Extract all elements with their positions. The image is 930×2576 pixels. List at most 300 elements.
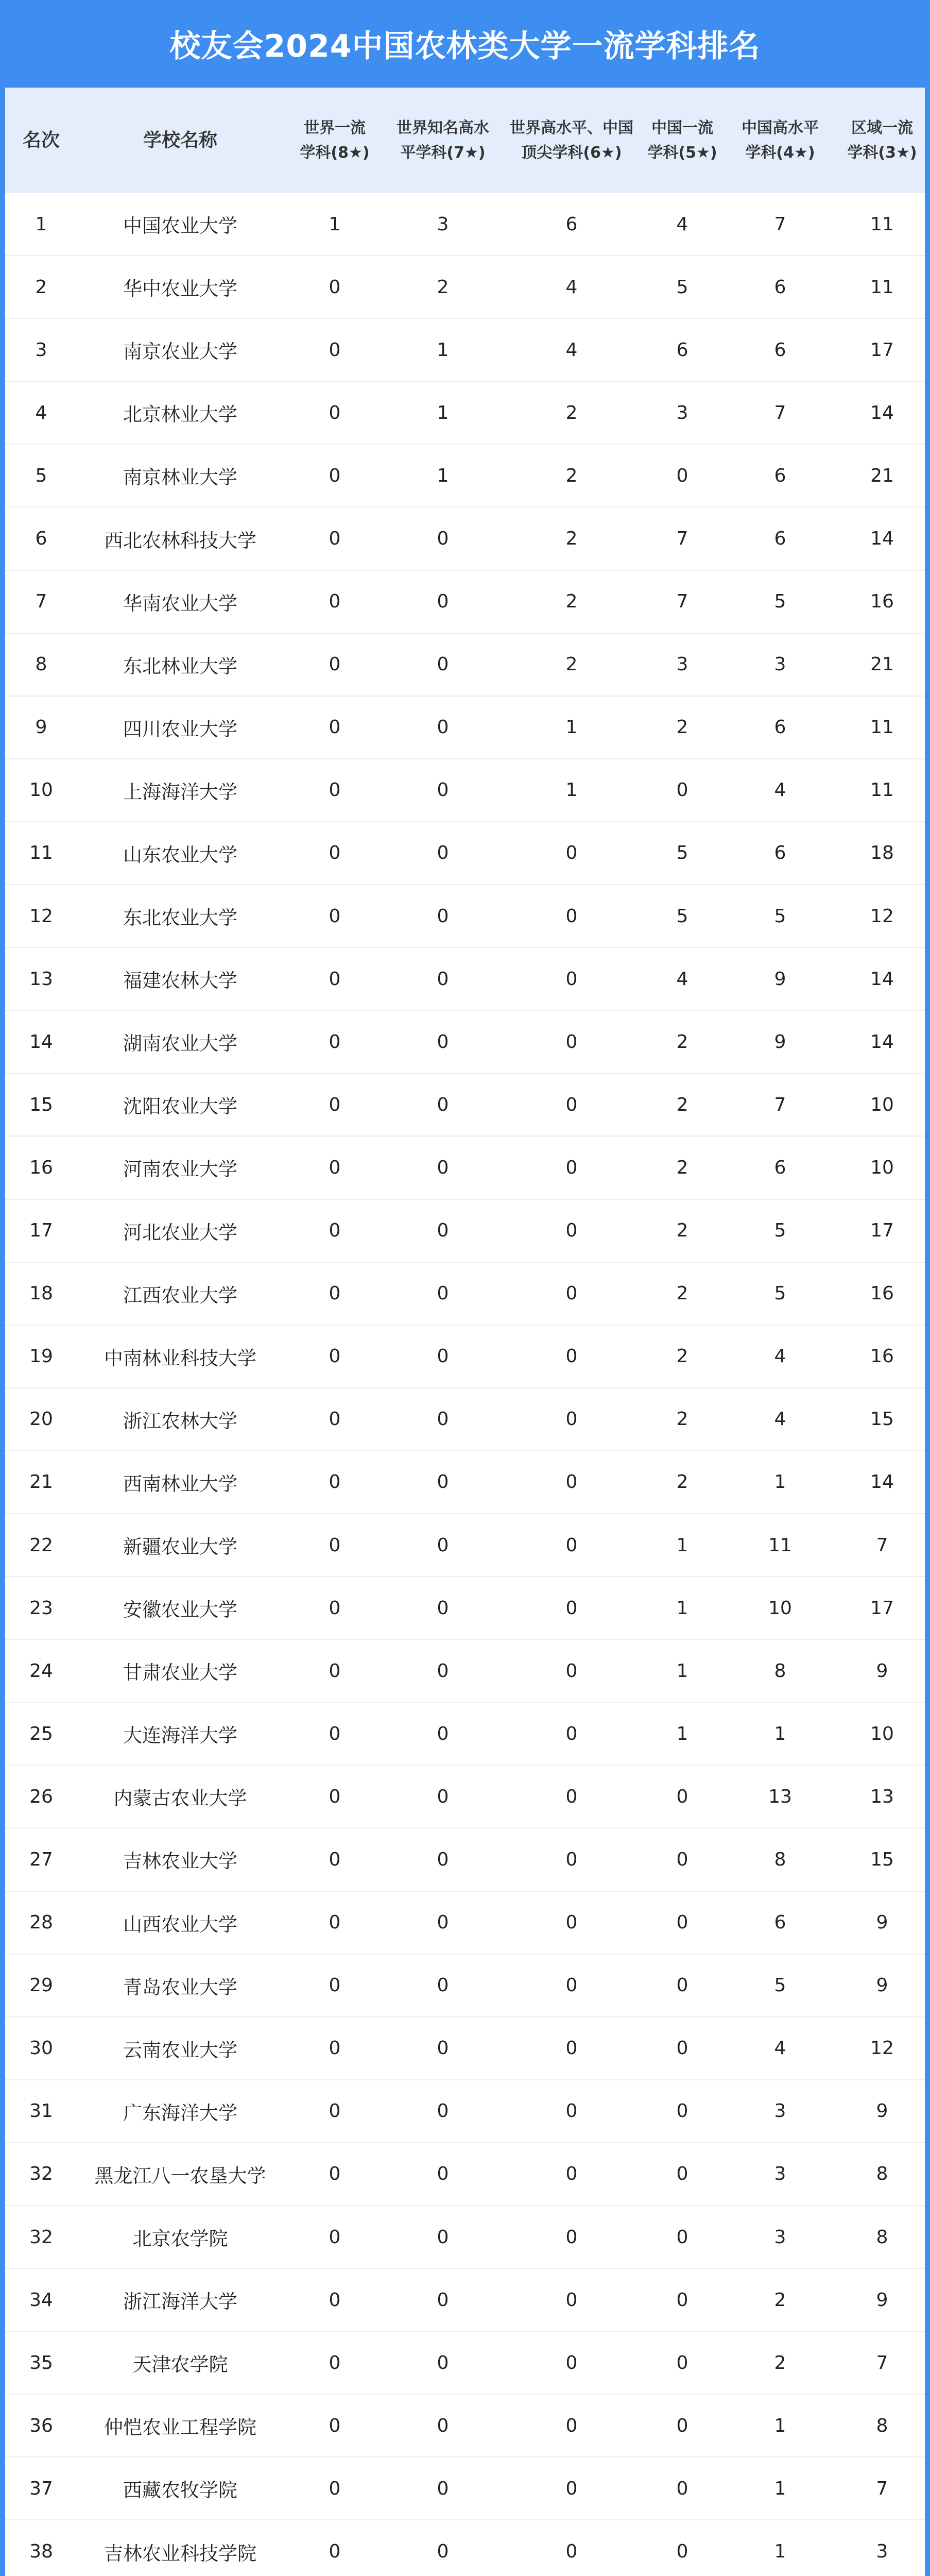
count-cell-c6: 14 bbox=[870, 1031, 894, 1053]
count-cell-c1: 0 bbox=[329, 1912, 341, 1934]
count-cell-c5: 4 bbox=[774, 2038, 786, 2059]
rank-cell: 12 bbox=[29, 905, 53, 927]
header-china-first-class bbox=[644, 116, 721, 165]
count-cell-c5: 6 bbox=[774, 717, 786, 738]
count-cell-c5: 11 bbox=[768, 1534, 792, 1556]
count-cell-c6: 18 bbox=[870, 842, 894, 864]
count-cell-c2: 0 bbox=[437, 717, 449, 738]
count-cell-c1: 0 bbox=[329, 1346, 341, 1367]
table-row bbox=[5, 2395, 925, 2458]
count-cell-c5: 5 bbox=[774, 1220, 786, 1242]
count-cell-c2: 0 bbox=[437, 2541, 449, 2563]
count-cell-c3: 0 bbox=[565, 2163, 578, 2185]
header-c5-line2: 学科(4★) bbox=[745, 143, 815, 162]
count-cell-c1: 0 bbox=[329, 339, 341, 361]
count-cell-c4: 0 bbox=[676, 1786, 688, 1807]
count-cell-c3: 0 bbox=[565, 1723, 578, 1744]
title-bar bbox=[5, 0, 925, 88]
count-cell-c2: 0 bbox=[437, 1660, 449, 1682]
count-cell-c4: 6 bbox=[676, 339, 688, 361]
rank-cell: 19 bbox=[29, 1346, 53, 1367]
school-name-cell: 湖南农业大学 bbox=[123, 1032, 237, 1055]
header-c6-line2: 学科(3★) bbox=[847, 143, 917, 162]
count-cell-c6: 7 bbox=[876, 2478, 888, 2499]
count-cell-c6: 15 bbox=[870, 1849, 894, 1870]
count-cell-c1: 0 bbox=[329, 842, 341, 864]
count-cell-c6: 10 bbox=[870, 1157, 894, 1178]
count-cell-c4: 3 bbox=[676, 402, 688, 423]
count-cell-c3: 0 bbox=[565, 2352, 578, 2374]
count-cell-c5: 4 bbox=[774, 1346, 786, 1367]
rank-cell: 36 bbox=[29, 2415, 53, 2436]
count-cell-c3: 0 bbox=[565, 1157, 578, 1178]
count-cell-c1: 0 bbox=[329, 1597, 341, 1619]
count-cell-c3: 1 bbox=[565, 779, 578, 801]
count-cell-c3: 0 bbox=[565, 968, 578, 990]
school-name-cell: 中国农业大学 bbox=[123, 215, 237, 238]
school-name-cell: 东北农业大学 bbox=[123, 907, 237, 929]
count-cell-c4: 0 bbox=[676, 2100, 688, 2122]
count-cell-c5: 6 bbox=[774, 842, 786, 864]
table-row bbox=[5, 1640, 925, 1703]
count-cell-c2: 0 bbox=[437, 1849, 449, 1870]
rank-cell: 24 bbox=[29, 1660, 53, 1682]
rank-cell: 2 bbox=[35, 276, 47, 298]
header-c4-line2: 学科(5★) bbox=[647, 143, 717, 162]
table-row bbox=[5, 445, 925, 507]
count-cell-c1: 0 bbox=[329, 528, 341, 550]
count-cell-c2: 0 bbox=[437, 1912, 449, 1934]
rank-cell: 32 bbox=[29, 2163, 53, 2185]
count-cell-c4: 0 bbox=[676, 2415, 688, 2436]
count-cell-c4: 7 bbox=[676, 591, 688, 613]
table-row bbox=[5, 1703, 925, 1766]
count-cell-c5: 13 bbox=[768, 1786, 792, 1807]
count-cell-c4: 0 bbox=[676, 2352, 688, 2374]
count-cell-c3: 0 bbox=[565, 1534, 578, 1556]
count-cell-c6: 13 bbox=[870, 1786, 894, 1807]
count-cell-c1: 0 bbox=[329, 402, 341, 423]
rank-cell: 10 bbox=[29, 779, 53, 801]
count-cell-c2: 0 bbox=[437, 2352, 449, 2374]
count-cell-c5: 3 bbox=[774, 654, 786, 675]
count-cell-c2: 0 bbox=[437, 1534, 449, 1556]
count-cell-c6: 16 bbox=[870, 1346, 894, 1367]
rank-cell: 23 bbox=[29, 1597, 53, 1619]
count-cell-c1: 0 bbox=[329, 654, 341, 675]
count-cell-c5: 5 bbox=[774, 905, 786, 927]
count-cell-c3: 0 bbox=[565, 1786, 578, 1807]
count-cell-c4: 5 bbox=[676, 905, 688, 927]
count-cell-c6: 16 bbox=[870, 591, 894, 613]
table-row bbox=[5, 2520, 925, 2576]
count-cell-c1: 0 bbox=[329, 1031, 341, 1053]
rank-cell: 30 bbox=[29, 2038, 53, 2059]
count-cell-c5: 5 bbox=[774, 1975, 786, 1996]
table-row bbox=[5, 1955, 925, 2018]
rank-cell: 35 bbox=[29, 2352, 53, 2374]
count-cell-c6: 14 bbox=[870, 528, 894, 550]
count-cell-c2: 0 bbox=[437, 1346, 449, 1367]
rank-cell: 31 bbox=[29, 2100, 53, 2122]
table-row bbox=[5, 885, 925, 948]
count-cell-c3: 0 bbox=[565, 1660, 578, 1682]
table-row bbox=[5, 1766, 925, 1828]
count-cell-c4: 2 bbox=[676, 1283, 688, 1304]
count-cell-c6: 9 bbox=[876, 1912, 888, 1934]
count-cell-c1: 0 bbox=[329, 2038, 341, 2059]
count-cell-c3: 0 bbox=[565, 1597, 578, 1619]
count-cell-c2: 0 bbox=[437, 654, 449, 675]
table-row bbox=[5, 1892, 925, 1955]
count-cell-c1: 0 bbox=[329, 905, 341, 927]
page-title: 校友会2024中国农林类大学一流学科排名 bbox=[169, 28, 761, 64]
rank-cell: 21 bbox=[29, 1471, 53, 1493]
count-cell-c1: 0 bbox=[329, 2415, 341, 2436]
school-name-cell: 山西农业大学 bbox=[123, 1913, 237, 1936]
count-cell-c5: 3 bbox=[774, 2163, 786, 2185]
count-cell-c1: 0 bbox=[329, 591, 341, 613]
school-name-cell: 仲恺农业工程学院 bbox=[104, 2416, 256, 2439]
table-row bbox=[5, 2018, 925, 2080]
school-name-cell: 新疆农业大学 bbox=[123, 1536, 237, 1558]
table-row bbox=[5, 193, 925, 256]
count-cell-c3: 0 bbox=[565, 1031, 578, 1053]
count-cell-c3: 2 bbox=[565, 528, 578, 550]
count-cell-c3: 0 bbox=[565, 2415, 578, 2436]
count-cell-c5: 5 bbox=[774, 1283, 786, 1304]
rank-cell: 34 bbox=[29, 2289, 53, 2311]
count-cell-c6: 11 bbox=[870, 213, 894, 235]
count-cell-c2: 0 bbox=[437, 2163, 449, 2185]
rank-cell: 5 bbox=[35, 465, 47, 486]
count-cell-c2: 0 bbox=[437, 1094, 449, 1115]
header-c1-line2: 学科(8★) bbox=[300, 143, 370, 162]
count-cell-c4: 2 bbox=[676, 1220, 688, 1242]
count-cell-c2: 0 bbox=[437, 2038, 449, 2059]
count-cell-c2: 0 bbox=[437, 1409, 449, 1430]
count-cell-c5: 6 bbox=[774, 465, 786, 486]
rank-cell: 9 bbox=[35, 717, 47, 738]
count-cell-c5: 2 bbox=[774, 2352, 786, 2374]
header-world-renowned bbox=[386, 116, 500, 165]
table-row bbox=[5, 2143, 925, 2206]
count-cell-c2: 0 bbox=[437, 1723, 449, 1744]
count-cell-c1: 0 bbox=[329, 2352, 341, 2374]
count-cell-c1: 0 bbox=[329, 2226, 341, 2248]
count-cell-c4: 5 bbox=[676, 276, 688, 298]
count-cell-c2: 0 bbox=[437, 1975, 449, 1996]
count-cell-c2: 0 bbox=[437, 528, 449, 550]
school-name-cell: 吉林农业大学 bbox=[123, 1850, 237, 1873]
count-cell-c4: 2 bbox=[676, 1031, 688, 1053]
count-cell-c6: 8 bbox=[876, 2163, 888, 2185]
school-name-cell: 河北农业大学 bbox=[123, 1221, 237, 1244]
count-cell-c2: 1 bbox=[437, 402, 449, 423]
table-row bbox=[5, 759, 925, 822]
header-c2-line2: 平学科(7★) bbox=[400, 143, 486, 162]
count-cell-c3: 2 bbox=[565, 591, 578, 613]
table-row bbox=[5, 1828, 925, 1891]
table-row bbox=[5, 1388, 925, 1451]
count-cell-c5: 3 bbox=[774, 2226, 786, 2248]
table-row bbox=[5, 1326, 925, 1388]
count-cell-c6: 11 bbox=[870, 779, 894, 801]
table-row bbox=[5, 382, 925, 445]
count-cell-c5: 1 bbox=[774, 1723, 786, 1744]
rank-cell: 3 bbox=[35, 339, 47, 361]
count-cell-c6: 11 bbox=[870, 717, 894, 738]
count-cell-c4: 2 bbox=[676, 1346, 688, 1367]
school-name-cell: 大连海洋大学 bbox=[123, 1724, 237, 1747]
school-name-cell: 广东海洋大学 bbox=[123, 2102, 237, 2124]
count-cell-c4: 0 bbox=[676, 2163, 688, 2185]
rank-cell: 29 bbox=[29, 1975, 53, 1996]
count-cell-c1: 1 bbox=[329, 213, 341, 235]
school-name-cell: 河南农业大学 bbox=[123, 1158, 237, 1181]
school-name-cell: 浙江海洋大学 bbox=[123, 2291, 237, 2313]
count-cell-c3: 0 bbox=[565, 1912, 578, 1934]
count-cell-c6: 8 bbox=[876, 2226, 888, 2248]
count-cell-c2: 0 bbox=[437, 1157, 449, 1178]
rank-cell: 17 bbox=[29, 1220, 53, 1242]
table-row bbox=[5, 1011, 925, 1074]
count-cell-c5: 1 bbox=[774, 2415, 786, 2436]
count-cell-c1: 0 bbox=[329, 2100, 341, 2122]
rank-cell: 13 bbox=[29, 968, 53, 990]
count-cell-c4: 1 bbox=[676, 1597, 688, 1619]
rank-cell: 1 bbox=[35, 213, 47, 235]
school-name-cell: 西藏农牧学院 bbox=[123, 2479, 237, 2502]
count-cell-c1: 0 bbox=[329, 1157, 341, 1178]
count-cell-c4: 1 bbox=[676, 1660, 688, 1682]
school-name-cell: 江西农业大学 bbox=[123, 1284, 237, 1307]
count-cell-c1: 0 bbox=[329, 2541, 341, 2563]
count-cell-c5: 4 bbox=[774, 1409, 786, 1430]
count-cell-c6: 16 bbox=[870, 1283, 894, 1304]
count-cell-c3: 4 bbox=[565, 339, 578, 361]
school-name-cell: 上海海洋大学 bbox=[123, 781, 237, 803]
rank-cell: 18 bbox=[29, 1283, 53, 1304]
count-cell-c5: 6 bbox=[774, 528, 786, 550]
count-cell-c2: 0 bbox=[437, 1283, 449, 1304]
school-name-cell: 西北农林科技大学 bbox=[104, 529, 256, 552]
count-cell-c2: 0 bbox=[437, 2289, 449, 2311]
school-name-cell: 四川农业大学 bbox=[123, 718, 237, 740]
count-cell-c4: 0 bbox=[676, 2541, 688, 2563]
count-cell-c2: 1 bbox=[437, 465, 449, 486]
table-row bbox=[5, 948, 925, 1011]
rank-cell: 32 bbox=[29, 2226, 53, 2248]
school-name-cell: 浙江农林大学 bbox=[123, 1410, 237, 1432]
count-cell-c4: 0 bbox=[676, 465, 688, 486]
header-c3-line2: 顶尖学科(6★) bbox=[521, 143, 622, 162]
table-row bbox=[5, 1514, 925, 1577]
school-name-cell: 华南农业大学 bbox=[123, 592, 237, 615]
table-row bbox=[5, 2080, 925, 2143]
count-cell-c3: 0 bbox=[565, 905, 578, 927]
count-cell-c1: 0 bbox=[329, 968, 341, 990]
count-cell-c4: 2 bbox=[676, 1471, 688, 1493]
count-cell-c6: 10 bbox=[870, 1723, 894, 1744]
count-cell-c1: 0 bbox=[329, 717, 341, 738]
count-cell-c3: 0 bbox=[565, 1346, 578, 1367]
count-cell-c4: 0 bbox=[676, 2478, 688, 2499]
count-cell-c3: 0 bbox=[565, 1849, 578, 1870]
school-name-cell: 天津农学院 bbox=[132, 2353, 228, 2376]
count-cell-c4: 3 bbox=[676, 654, 688, 675]
count-cell-c2: 0 bbox=[437, 591, 449, 613]
count-cell-c3: 0 bbox=[565, 1283, 578, 1304]
school-name-cell: 中南林业科技大学 bbox=[104, 1347, 256, 1369]
table-row bbox=[5, 571, 925, 634]
count-cell-c1: 0 bbox=[329, 1220, 341, 1242]
count-cell-c6: 17 bbox=[870, 1220, 894, 1242]
count-cell-c1: 0 bbox=[329, 1094, 341, 1115]
count-cell-c1: 0 bbox=[329, 2163, 341, 2185]
count-cell-c2: 0 bbox=[437, 2478, 449, 2499]
count-cell-c1: 0 bbox=[329, 1471, 341, 1493]
count-cell-c4: 7 bbox=[676, 528, 688, 550]
rank-cell: 6 bbox=[35, 528, 47, 550]
table-row bbox=[5, 2332, 925, 2395]
school-name-cell: 南京林业大学 bbox=[123, 466, 237, 489]
count-cell-c3: 0 bbox=[565, 1409, 578, 1430]
count-cell-c5: 2 bbox=[774, 2289, 786, 2311]
header-world-high-level bbox=[500, 116, 644, 165]
count-cell-c2: 0 bbox=[437, 779, 449, 801]
count-cell-c4: 1 bbox=[676, 1534, 688, 1556]
count-cell-c6: 14 bbox=[870, 968, 894, 990]
count-cell-c6: 17 bbox=[870, 1597, 894, 1619]
count-cell-c6: 9 bbox=[876, 2289, 888, 2311]
count-cell-c2: 0 bbox=[437, 1031, 449, 1053]
rank-cell: 4 bbox=[35, 402, 47, 423]
count-cell-c1: 0 bbox=[329, 1660, 341, 1682]
count-cell-c4: 4 bbox=[676, 968, 688, 990]
count-cell-c5: 9 bbox=[774, 968, 786, 990]
count-cell-c1: 0 bbox=[329, 1723, 341, 1744]
count-cell-c6: 7 bbox=[876, 1534, 888, 1556]
school-name-cell: 西南林业大学 bbox=[123, 1472, 237, 1495]
table-row bbox=[5, 319, 925, 382]
count-cell-c6: 21 bbox=[870, 654, 894, 675]
count-cell-c1: 0 bbox=[329, 1786, 341, 1807]
count-cell-c6: 17 bbox=[870, 339, 894, 361]
count-cell-c6: 9 bbox=[876, 2100, 888, 2122]
header-world-first-class bbox=[283, 116, 386, 165]
count-cell-c1: 0 bbox=[329, 779, 341, 801]
school-name-cell: 东北林业大学 bbox=[123, 655, 237, 677]
count-cell-c1: 0 bbox=[329, 1975, 341, 1996]
rank-cell: 16 bbox=[29, 1157, 53, 1178]
count-cell-c4: 2 bbox=[676, 1094, 688, 1115]
count-cell-c6: 21 bbox=[870, 465, 894, 486]
table-row bbox=[5, 2206, 925, 2269]
rank-cell: 28 bbox=[29, 1912, 53, 1934]
count-cell-c2: 0 bbox=[437, 2415, 449, 2436]
count-cell-c6: 10 bbox=[870, 1094, 894, 1115]
table-body bbox=[5, 193, 925, 2576]
table-row bbox=[5, 256, 925, 319]
count-cell-c5: 6 bbox=[774, 276, 786, 298]
count-cell-c6: 7 bbox=[876, 2352, 888, 2374]
count-cell-c5: 1 bbox=[774, 2541, 786, 2563]
rank-cell: 27 bbox=[29, 1849, 53, 1870]
header-c5-line1: 中国高水平 bbox=[742, 118, 819, 137]
school-name-cell: 山东农业大学 bbox=[123, 843, 237, 866]
count-cell-c5: 7 bbox=[774, 402, 786, 423]
count-cell-c4: 0 bbox=[676, 2226, 688, 2248]
count-cell-c5: 9 bbox=[774, 1031, 786, 1053]
school-name-cell: 福建农林大学 bbox=[123, 970, 237, 992]
count-cell-c3: 1 bbox=[565, 717, 578, 738]
count-cell-c4: 5 bbox=[676, 842, 688, 864]
header-china-high-level bbox=[721, 116, 839, 165]
count-cell-c2: 1 bbox=[437, 339, 449, 361]
count-cell-c2: 0 bbox=[437, 968, 449, 990]
count-cell-c1: 0 bbox=[329, 2289, 341, 2311]
count-cell-c6: 11 bbox=[870, 276, 894, 298]
count-cell-c4: 4 bbox=[676, 213, 688, 235]
count-cell-c2: 3 bbox=[437, 213, 449, 235]
count-cell-c1: 0 bbox=[329, 1283, 341, 1304]
rank-cell: 37 bbox=[29, 2478, 53, 2499]
count-cell-c1: 0 bbox=[329, 276, 341, 298]
count-cell-c1: 0 bbox=[329, 1534, 341, 1556]
count-cell-c2: 0 bbox=[437, 1597, 449, 1619]
count-cell-c1: 0 bbox=[329, 2478, 341, 2499]
count-cell-c5: 8 bbox=[774, 1660, 786, 1682]
count-cell-c6: 3 bbox=[876, 2541, 888, 2563]
count-cell-c5: 5 bbox=[774, 591, 786, 613]
count-cell-c1: 0 bbox=[329, 1409, 341, 1430]
table-row bbox=[5, 1137, 925, 1199]
count-cell-c5: 6 bbox=[774, 1157, 786, 1178]
count-cell-c2: 0 bbox=[437, 1471, 449, 1493]
count-cell-c3: 2 bbox=[565, 465, 578, 486]
school-name-cell: 沈阳农业大学 bbox=[123, 1095, 237, 1118]
count-cell-c3: 0 bbox=[565, 2478, 578, 2499]
school-name-cell: 北京农学院 bbox=[132, 2228, 228, 2250]
table-row bbox=[5, 1263, 925, 1326]
school-name-cell: 甘肃农业大学 bbox=[123, 1662, 237, 1684]
table-row bbox=[5, 697, 925, 759]
count-cell-c6: 12 bbox=[870, 2038, 894, 2059]
count-cell-c3: 2 bbox=[565, 402, 578, 423]
count-cell-c5: 6 bbox=[774, 339, 786, 361]
count-cell-c3: 6 bbox=[565, 213, 578, 235]
count-cell-c4: 2 bbox=[676, 1157, 688, 1178]
header-c4-line1: 中国一流 bbox=[651, 118, 713, 137]
count-cell-c3: 0 bbox=[565, 2226, 578, 2248]
school-name-cell: 黑龙江八一农垦大学 bbox=[94, 2164, 266, 2187]
table-row bbox=[5, 1451, 925, 1514]
header-school: 学校名称 bbox=[143, 129, 217, 151]
count-cell-c5: 1 bbox=[774, 2478, 786, 2499]
count-cell-c6: 14 bbox=[870, 402, 894, 423]
count-cell-c4: 0 bbox=[676, 1975, 688, 1996]
count-cell-c5: 10 bbox=[768, 1597, 792, 1619]
count-cell-c4: 2 bbox=[676, 717, 688, 738]
school-name-cell: 云南农业大学 bbox=[123, 2039, 237, 2061]
count-cell-c2: 0 bbox=[437, 905, 449, 927]
school-name-cell: 内蒙古农业大学 bbox=[113, 1787, 247, 1810]
count-cell-c4: 0 bbox=[676, 779, 688, 801]
table-row bbox=[5, 1074, 925, 1137]
school-name-cell: 南京农业大学 bbox=[123, 341, 237, 363]
count-cell-c5: 6 bbox=[774, 1912, 786, 1934]
